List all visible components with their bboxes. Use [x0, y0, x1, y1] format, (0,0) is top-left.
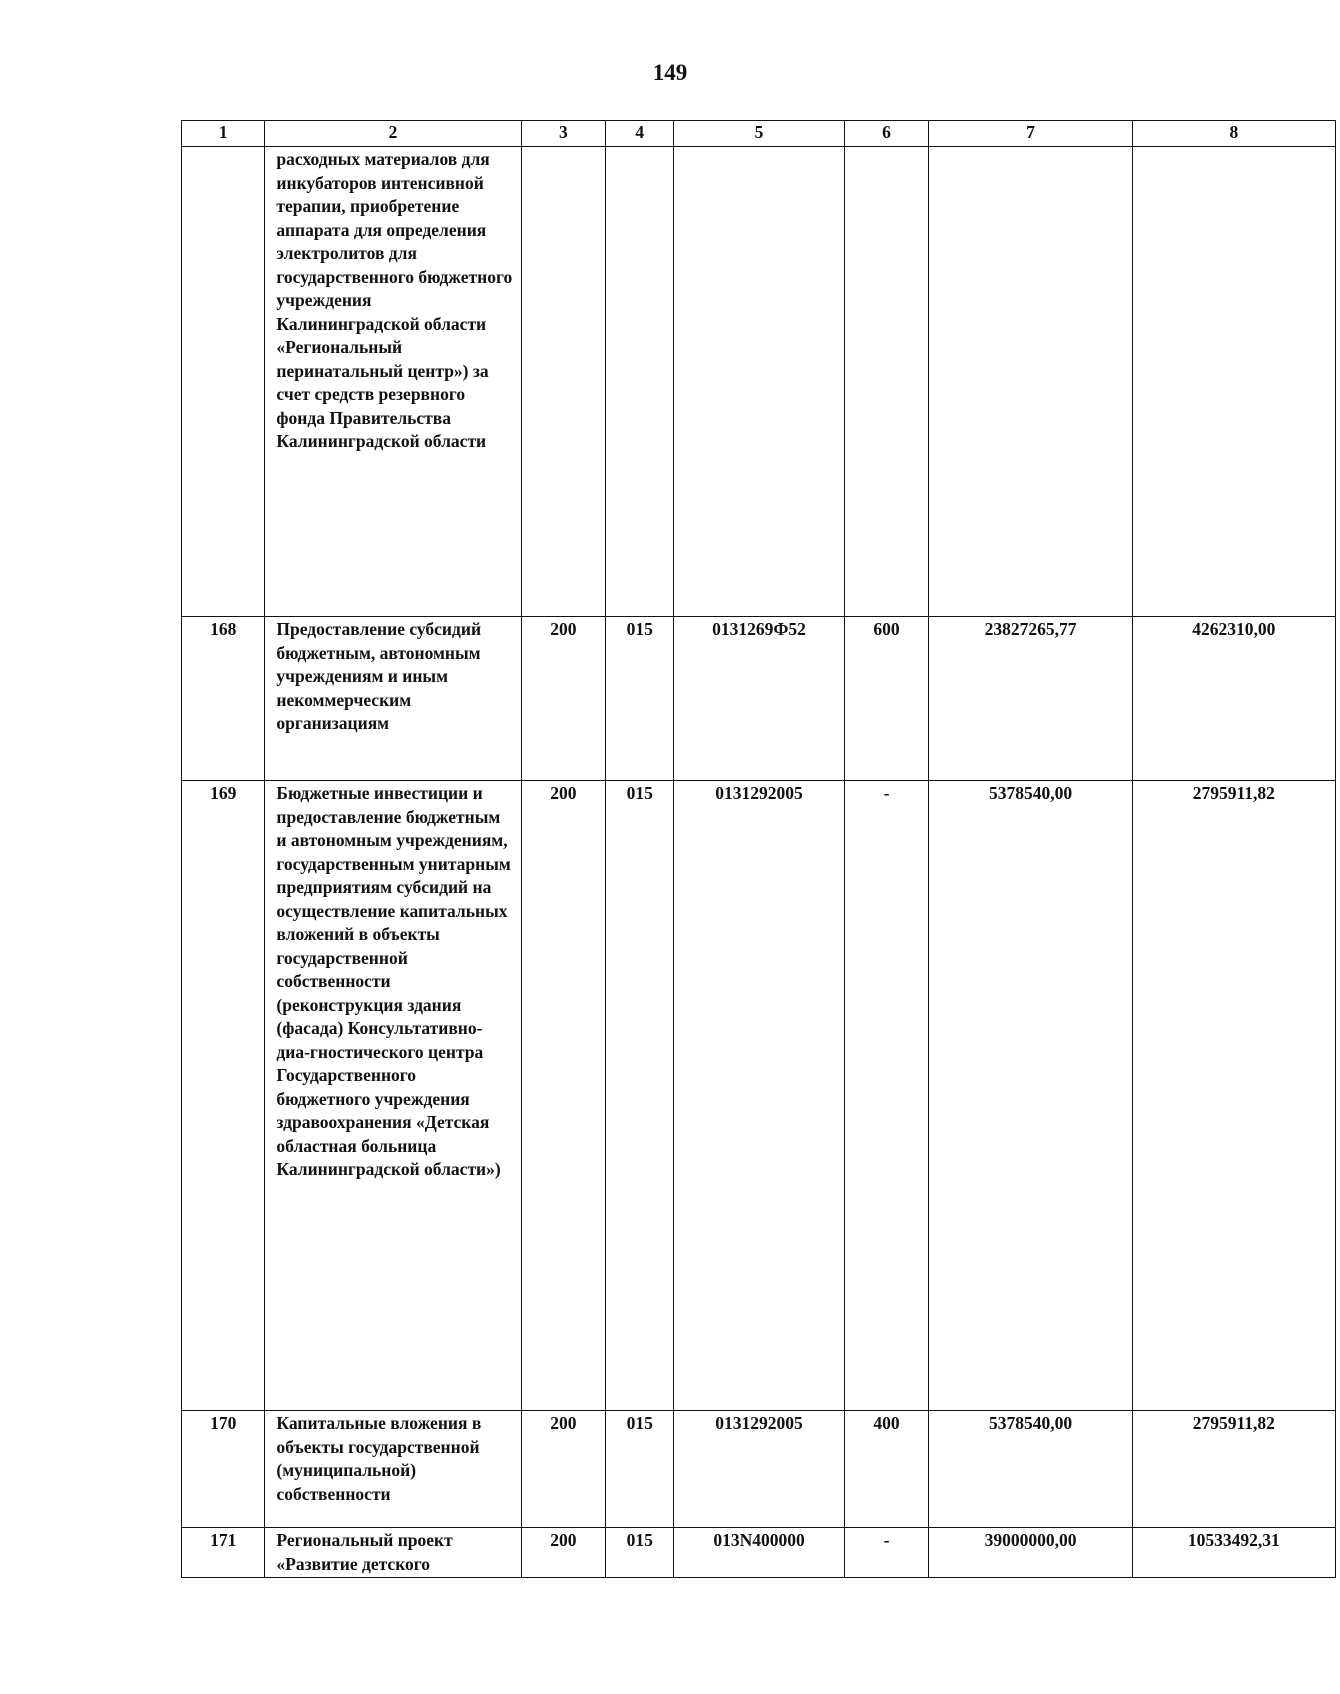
row-cell-7: 23827265,77	[929, 617, 1132, 781]
header-cell: 6	[844, 121, 929, 147]
row-cell-3: 200	[521, 1411, 606, 1528]
row-cell-5	[674, 147, 844, 617]
row-cell-5: 0131292005	[674, 781, 844, 1411]
row-cell-6	[844, 147, 929, 617]
row-cell-4: 015	[606, 781, 674, 1411]
row-cell-3: 200	[521, 781, 606, 1411]
row-cell-8: 10533492,31	[1132, 1528, 1335, 1578]
table-header-row	[182, 121, 1336, 147]
page-number: 149	[652, 60, 688, 85]
table-row	[182, 1411, 1336, 1528]
header-cell: 3	[521, 121, 606, 147]
row-number-cell	[182, 147, 265, 617]
row-cell-5: 013N400000	[674, 1528, 844, 1578]
table-row	[182, 781, 1336, 1411]
header-cell: 2	[265, 121, 521, 147]
row-number-cell: 169	[182, 781, 265, 1411]
row-cell-3: 200	[521, 1528, 606, 1578]
row-cell-5: 0131269Ф52	[674, 617, 844, 781]
row-cell-4	[606, 147, 674, 617]
table-row	[182, 617, 1336, 781]
row-name-cell: Бюджетные инвестиции и предоставление бюджетным и автономным учреждениям, государственным унитарным предприятиям субсидий на осуществление капитальных вложений в объекты государственной собственности (реконструкция здания (фасада) Консультативно-диа-гностического центра Государственного бюджетного учреждения здравоохранения «Детская областная больница Калининградской области»)	[265, 781, 521, 1411]
row-name-cell: Капитальные вложения в объекты государственной (муниципальной) собственности	[265, 1411, 521, 1528]
row-name-cell: расходных материалов для инкубаторов интенсивной терапии, приобретение аппарата для определения электролитов для государственного бюджетного учреждения Калининградской области «Региональный перинатальный центр») за счет средств резервного фонда Правительства Калининградской области	[265, 147, 521, 617]
row-cell-8: 2795911,82	[1132, 1411, 1335, 1528]
row-cell-8	[1132, 147, 1335, 617]
header-cell: 5	[674, 121, 844, 147]
row-cell-7: 39000000,00	[929, 1528, 1132, 1578]
row-number-cell: 170	[182, 1411, 265, 1528]
header-cell: 8	[1132, 121, 1335, 147]
row-cell-6: -	[844, 781, 929, 1411]
table-row	[182, 1528, 1336, 1578]
row-cell-6: 400	[844, 1411, 929, 1528]
row-cell-3: 200	[521, 617, 606, 781]
row-cell-7: 5378540,00	[929, 781, 1132, 1411]
row-number-cell: 168	[182, 617, 265, 781]
row-name-cell: Предоставление субсидий бюджетным, автономным учреждениям и иным некоммерческим организациям	[265, 617, 521, 781]
row-cell-7: 5378540,00	[929, 1411, 1132, 1528]
row-cell-3	[521, 147, 606, 617]
header-cell: 7	[929, 121, 1132, 147]
row-cell-8: 2795911,82	[1132, 781, 1335, 1411]
row-cell-8: 4262310,00	[1132, 617, 1335, 781]
row-cell-6: -	[844, 1528, 929, 1578]
budget-table	[181, 120, 1336, 1578]
table-row	[182, 147, 1336, 617]
row-cell-4: 015	[606, 1528, 674, 1578]
row-cell-4: 015	[606, 617, 674, 781]
row-number-cell: 171	[182, 1528, 265, 1578]
row-cell-6: 600	[844, 617, 929, 781]
row-cell-7	[929, 147, 1132, 617]
header-cell: 4	[606, 121, 674, 147]
row-cell-5: 0131292005	[674, 1411, 844, 1528]
row-cell-4: 015	[606, 1411, 674, 1528]
row-name-cell: Региональный проект «Развитие детского	[265, 1528, 521, 1578]
header-cell: 1	[182, 121, 265, 147]
